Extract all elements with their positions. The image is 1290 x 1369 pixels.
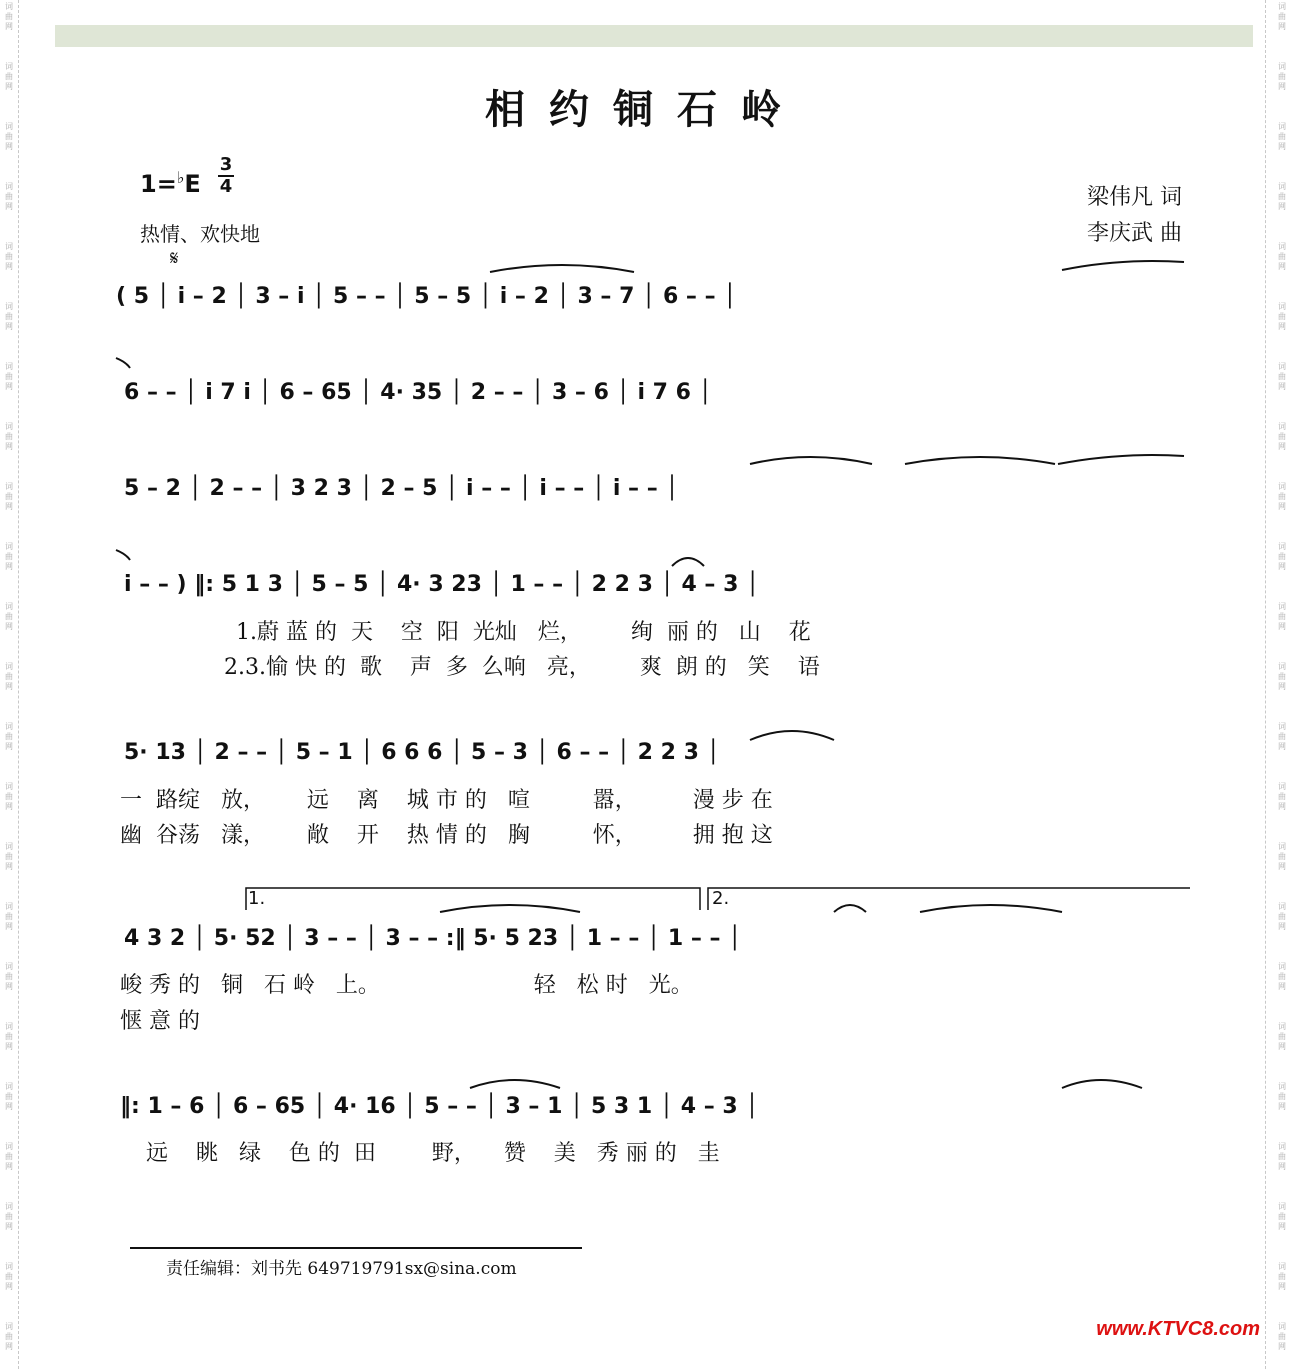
time-bottom: 4: [219, 176, 233, 197]
site-logo: www.KTVC8.com: [1096, 1318, 1260, 1340]
tempo-marking: 热情、欢快地: [140, 222, 260, 246]
watermark-text: 词曲网: [5, 722, 13, 751]
watermark-text: 词曲网: [1278, 962, 1286, 991]
lyrics-row-5-verse-1: 一 路绽 放， 远 离 城 市 的 喧 嚣， 漫 步 在: [120, 788, 773, 813]
time-top: 3: [219, 154, 233, 175]
watermark-text: 词曲网: [5, 482, 13, 511]
watermark-text: 词曲网: [1278, 602, 1286, 631]
watermark-text: 词曲网: [5, 602, 13, 631]
watermark-text: 词曲网: [1278, 122, 1286, 151]
composer-credit: 李庆武 曲: [1087, 221, 1182, 246]
key-letter: E: [184, 170, 201, 198]
watermark-text: 词曲网: [1278, 422, 1286, 451]
notation-row-3: 5 – 2 │ 2 – – │ 3 2 3 │ 2 – 5 │ i – – │ i – – │ i – – │: [124, 476, 679, 501]
watermark-text: 词曲网: [5, 1322, 13, 1351]
notation-row-7: ‖: 1 – 6 │ 6 – 65 │ 4· 16 │ 5 – – │ 3 – 1 │ 5 3 1 │ 4 – 3 │: [120, 1094, 759, 1119]
watermark-text: 词曲网: [5, 542, 13, 571]
watermark-text: 词曲网: [1278, 242, 1286, 271]
tie-arc: [490, 265, 634, 272]
tie-arc: [116, 358, 130, 368]
watermark-text: 词曲网: [5, 2, 13, 31]
watermark-text: 词曲网: [1278, 1262, 1286, 1291]
watermark-text: 词曲网: [5, 1022, 13, 1051]
watermark-text: 词曲网: [1278, 482, 1286, 511]
lyrics-row-4-verse-1: 1.蔚 蓝 的 天 空 阳 光灿 烂， 绚 丽 的 山 花: [236, 620, 811, 645]
watermark-text: 词曲网: [1278, 902, 1286, 931]
song-title: 相约铜石岭: [485, 86, 805, 133]
watermark-text: 词曲网: [5, 842, 13, 871]
watermark-text: 词曲网: [1278, 1322, 1286, 1351]
tie-arc: [116, 550, 130, 560]
notation-row-2: 6 – – │ i 7 i │ 6 – 65 │ 4· 35 │ 2 – – │ 3 – 6 │ i 7 6 │: [124, 380, 712, 405]
tie-arc: [905, 457, 1055, 464]
watermark-text: 词曲网: [5, 422, 13, 451]
watermark-text: 词曲网: [1278, 542, 1286, 571]
key-prefix: 1=: [140, 170, 177, 198]
watermark-text: 词曲网: [1278, 182, 1286, 211]
lyrics-row-5-verse-2: 幽 谷荡 漾， 敞 开 热 情 的 胸 怀， 拥 抱 这: [120, 823, 773, 848]
watermark-text: 词曲网: [5, 1262, 13, 1291]
lyrics-row-6-verse-2: 惬 意 的: [120, 1009, 200, 1034]
notation-row-5: 5· 13 │ 2 – – │ 5 – 1 │ 6 6 6 │ 5 – 3 │ 6 – – │ 2 2 3 │: [124, 740, 720, 765]
tie-arc: [750, 731, 834, 740]
tie-arc: [1058, 455, 1184, 464]
watermark-text: 词曲网: [5, 662, 13, 691]
watermark-text: 词曲网: [1278, 302, 1286, 331]
lyrics-row-4-verse-2: 2.3.愉 快 的 歌 声 多 么响 亮， 爽 朗 的 笑 语: [224, 655, 820, 680]
volta-1-label: 1.: [248, 888, 266, 909]
watermark-text: 词曲网: [5, 122, 13, 151]
watermark-text: 词曲网: [1278, 2, 1286, 31]
watermark-text: 词曲网: [1278, 1082, 1286, 1111]
watermark-text: 词曲网: [1278, 1142, 1286, 1171]
segno-sign: 𝄋: [170, 246, 179, 270]
notation-row-6: 4 3 2 │ 5· 52 │ 3 – – │ 3 – – :‖ 5· 5 23 │ 1 – – │ 1 – – │: [124, 926, 742, 951]
tie-arc: [470, 1080, 560, 1088]
watermark-text: 词曲网: [1278, 782, 1286, 811]
watermark-text: 词曲网: [5, 782, 13, 811]
watermark-text: 词曲网: [5, 962, 13, 991]
watermark-text: 词曲网: [1278, 722, 1286, 751]
watermark-text: 词曲网: [1278, 842, 1286, 871]
lyrics-row-6-verse-1: 峻 秀 的 铜 石 岭 上。 轻 松 时 光。: [120, 973, 693, 998]
watermark-text: 词曲网: [5, 362, 13, 391]
lyrics-row-7-verse-1: 远 眺 绿 色 的 田 野， 赞 美 秀 丽 的 圭: [146, 1141, 720, 1166]
tie-arc: [672, 558, 704, 566]
watermark-text: 词曲网: [5, 62, 13, 91]
watermark-text: 词曲网: [1278, 1022, 1286, 1051]
watermark-text: 词曲网: [5, 182, 13, 211]
tie-arc: [750, 457, 872, 464]
watermark-text: 词曲网: [1278, 662, 1286, 691]
flat-sign: ♭: [176, 168, 185, 187]
watermark-text: 词曲网: [1278, 62, 1286, 91]
tie-arc: [440, 905, 580, 912]
watermark-text: 词曲网: [5, 1202, 13, 1231]
volta-2-label: 2.: [712, 888, 730, 909]
tie-arc: [834, 905, 866, 912]
watermark-text: 词曲网: [5, 1142, 13, 1171]
tie-arc: [1062, 1080, 1142, 1088]
watermark-text: 词曲网: [5, 1082, 13, 1111]
footer-rule: [130, 1247, 582, 1249]
watermark-text: 词曲网: [5, 242, 13, 271]
watermark-text: 词曲网: [5, 302, 13, 331]
watermark-text: 词曲网: [5, 902, 13, 931]
lyricist-credit: 梁伟凡 词: [1087, 185, 1182, 210]
watermark-text: 词曲网: [1278, 362, 1286, 391]
notation-row-4: i – – ) ‖: 5 1 3 │ 5 – 5 │ 4· 3 23 │ 1 – – │ 2 2 3 │ 4 – 3 │: [124, 572, 760, 597]
watermark-text: 词曲网: [1278, 1202, 1286, 1231]
tie-arc: [1062, 261, 1184, 270]
tie-arc: [920, 905, 1062, 912]
notation-row-1: ( 5 │ i – 2 │ 3 – i │ 5 – – │ 5 – 5 │ i – 2 │ 3 – 7 │ 6 – – │: [116, 284, 737, 309]
footer-editor: 责任编辑：刘书先 649719791sx@sina.com: [166, 1259, 517, 1279]
